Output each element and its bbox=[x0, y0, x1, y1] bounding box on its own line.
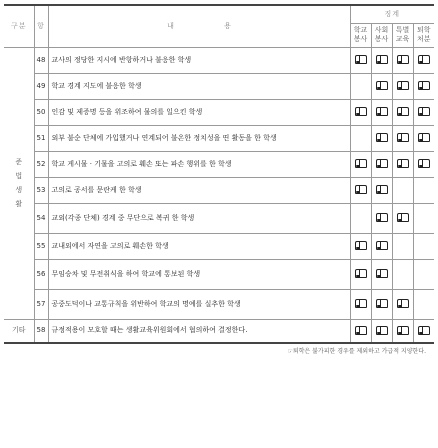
header-content-label: 내 용 bbox=[167, 21, 255, 30]
book-icon bbox=[418, 325, 430, 334]
book-icon bbox=[397, 132, 409, 141]
table-row bbox=[4, 289, 434, 319]
discipline-mark-cell bbox=[392, 47, 413, 73]
discipline-mark-cell bbox=[350, 319, 371, 343]
book-icon bbox=[397, 54, 409, 63]
table-row bbox=[4, 99, 434, 125]
discipline-mark-cell bbox=[350, 151, 371, 177]
book-icon bbox=[418, 106, 430, 115]
discipline-mark-cell bbox=[413, 151, 434, 177]
discipline-mark-cell bbox=[413, 125, 434, 151]
header-discipline-type bbox=[413, 23, 434, 47]
category-cell bbox=[4, 319, 34, 343]
discipline-mark-cell bbox=[392, 203, 413, 233]
discipline-mark-cell bbox=[371, 289, 392, 319]
discipline-mark-cell bbox=[350, 203, 371, 233]
item-number: 55 bbox=[34, 233, 48, 259]
header-discipline-type-line: 봉사 bbox=[353, 35, 368, 43]
discipline-mark-cell bbox=[413, 259, 434, 289]
book-icon bbox=[376, 184, 388, 193]
book-icon bbox=[376, 212, 388, 221]
item-content: 교내외에서 자연을 고의로 훼손한 학생 bbox=[48, 233, 350, 259]
discipline-mark-cell bbox=[392, 125, 413, 151]
table-row bbox=[4, 259, 434, 289]
item-number: 48 bbox=[34, 47, 48, 73]
book-icon bbox=[418, 80, 430, 89]
header-discipline-type-line: 봉사 bbox=[374, 35, 389, 43]
book-icon bbox=[376, 132, 388, 141]
item-content: 인감 및 제증명 등을 위조하여 물의를 일으킨 학생 bbox=[48, 99, 350, 125]
discipline-mark-cell bbox=[392, 73, 413, 99]
item-number: 52 bbox=[34, 151, 48, 177]
discipline-mark-cell bbox=[413, 99, 434, 125]
header-discipline-type-line: 특별 bbox=[395, 26, 410, 34]
discipline-mark-cell bbox=[371, 259, 392, 289]
discipline-mark-cell bbox=[350, 259, 371, 289]
item-content: 학교 경계 지도에 불응한 학생 bbox=[48, 73, 350, 99]
item-number: 54 bbox=[34, 203, 48, 233]
book-icon bbox=[376, 106, 388, 115]
footnote: ☞퇴학은 불가피한 경우를 제외하고 가급적 지양한다. bbox=[287, 348, 426, 355]
header-discipline-type bbox=[371, 23, 392, 47]
table-row bbox=[4, 125, 434, 151]
book-icon bbox=[376, 268, 388, 277]
book-icon bbox=[376, 325, 388, 334]
discipline-mark-cell bbox=[392, 259, 413, 289]
book-icon bbox=[355, 240, 367, 249]
book-icon bbox=[376, 298, 388, 307]
item-content: 무임승차 및 무전취식을 하여 학교에 통보된 학생 bbox=[48, 259, 350, 289]
discipline-mark-cell bbox=[413, 73, 434, 99]
discipline-mark-cell bbox=[392, 233, 413, 259]
discipline-mark-cell bbox=[371, 73, 392, 99]
item-content: 외부 불순 단체에 가입했거나 연계되어 불온한 정치성을 띤 활동을 한 학생 bbox=[48, 125, 350, 151]
discipline-mark-cell bbox=[350, 99, 371, 125]
discipline-mark-cell bbox=[392, 99, 413, 125]
item-content: 교사의 정당한 지시에 반항하거나 불응한 학생 bbox=[48, 47, 350, 73]
book-icon bbox=[397, 106, 409, 115]
book-icon bbox=[355, 298, 367, 307]
book-icon bbox=[376, 240, 388, 249]
table-row bbox=[4, 319, 434, 343]
header-discipline-type-line: 학교 bbox=[353, 26, 368, 34]
discipline-mark-cell bbox=[413, 289, 434, 319]
header-discipline-type bbox=[392, 23, 413, 47]
header-discipline-type-line: 교육 bbox=[395, 35, 410, 43]
discipline-table-sheet bbox=[4, 4, 434, 355]
table-row bbox=[4, 233, 434, 259]
item-content: 공중도덕이나 교통규칙을 위반하여 학교의 명예를 실추한 학생 bbox=[48, 289, 350, 319]
header-discipline-type bbox=[350, 23, 371, 47]
book-icon bbox=[418, 54, 430, 63]
discipline-mark-cell bbox=[392, 319, 413, 343]
header-category: 구분 bbox=[4, 5, 34, 47]
header-item-no: 항 bbox=[34, 5, 48, 47]
discipline-mark-cell bbox=[350, 125, 371, 151]
book-icon bbox=[355, 106, 367, 115]
book-icon bbox=[397, 325, 409, 334]
item-number: 58 bbox=[34, 319, 48, 343]
category-label: 기타 bbox=[11, 326, 26, 335]
table-row bbox=[4, 203, 434, 233]
discipline-mark-cell bbox=[350, 73, 371, 99]
discipline-mark-cell bbox=[371, 177, 392, 203]
discipline-table bbox=[4, 4, 434, 344]
discipline-mark-cell bbox=[350, 177, 371, 203]
book-icon bbox=[397, 212, 409, 221]
discipline-mark-cell bbox=[350, 289, 371, 319]
discipline-mark-cell bbox=[392, 151, 413, 177]
discipline-mark-cell bbox=[371, 99, 392, 125]
discipline-mark-cell bbox=[350, 233, 371, 259]
discipline-mark-cell bbox=[371, 203, 392, 233]
book-icon bbox=[355, 158, 367, 167]
book-icon bbox=[418, 132, 430, 141]
book-icon bbox=[376, 54, 388, 63]
table-body bbox=[4, 47, 434, 343]
book-icon bbox=[355, 325, 367, 334]
category-cell bbox=[4, 47, 34, 319]
header-content bbox=[48, 5, 350, 47]
discipline-mark-cell bbox=[413, 203, 434, 233]
header-discipline-type-line: 사회 bbox=[374, 26, 389, 34]
table-row bbox=[4, 73, 434, 99]
book-icon bbox=[376, 158, 388, 167]
discipline-mark-cell bbox=[413, 47, 434, 73]
item-number: 49 bbox=[34, 73, 48, 99]
item-number: 56 bbox=[34, 259, 48, 289]
header-discipline-type-line: 처분 bbox=[417, 35, 431, 43]
book-icon bbox=[355, 268, 367, 277]
header-discipline: 징계 bbox=[350, 5, 434, 23]
discipline-mark-cell bbox=[413, 177, 434, 203]
item-content: 고의로 공서를 문란케 한 학생 bbox=[48, 177, 350, 203]
category-label: 준법생활 bbox=[15, 158, 23, 208]
discipline-mark-cell bbox=[371, 319, 392, 343]
item-content: 학교 게시물 · 기물을 고의로 훼손 또는 파손 행위를 한 학생 bbox=[48, 151, 350, 177]
discipline-mark-cell bbox=[413, 319, 434, 343]
book-icon bbox=[418, 158, 430, 167]
discipline-mark-cell bbox=[371, 233, 392, 259]
table-row bbox=[4, 151, 434, 177]
table-row bbox=[4, 47, 434, 73]
table-row bbox=[4, 177, 434, 203]
book-icon bbox=[355, 54, 367, 63]
book-icon bbox=[397, 298, 409, 307]
item-number: 51 bbox=[34, 125, 48, 151]
book-icon bbox=[397, 80, 409, 89]
item-number: 50 bbox=[34, 99, 48, 125]
book-icon bbox=[376, 80, 388, 89]
book-icon bbox=[397, 158, 409, 167]
item-content: 교외(각종 단체) 경계 중 무단으로 복귀 한 학생 bbox=[48, 203, 350, 233]
discipline-mark-cell bbox=[413, 233, 434, 259]
discipline-mark-cell bbox=[371, 47, 392, 73]
discipline-mark-cell bbox=[350, 47, 371, 73]
book-icon bbox=[355, 184, 367, 193]
item-number: 53 bbox=[34, 177, 48, 203]
discipline-mark-cell bbox=[392, 177, 413, 203]
header-discipline-type-line: 퇴학 bbox=[417, 26, 431, 34]
discipline-mark-cell bbox=[371, 151, 392, 177]
item-number: 57 bbox=[34, 289, 48, 319]
item-content: 규정적용이 모호할 때는 생활교육위원회에서 협의하여 결정한다. bbox=[48, 319, 350, 343]
discipline-mark-cell bbox=[371, 125, 392, 151]
discipline-mark-cell bbox=[392, 289, 413, 319]
